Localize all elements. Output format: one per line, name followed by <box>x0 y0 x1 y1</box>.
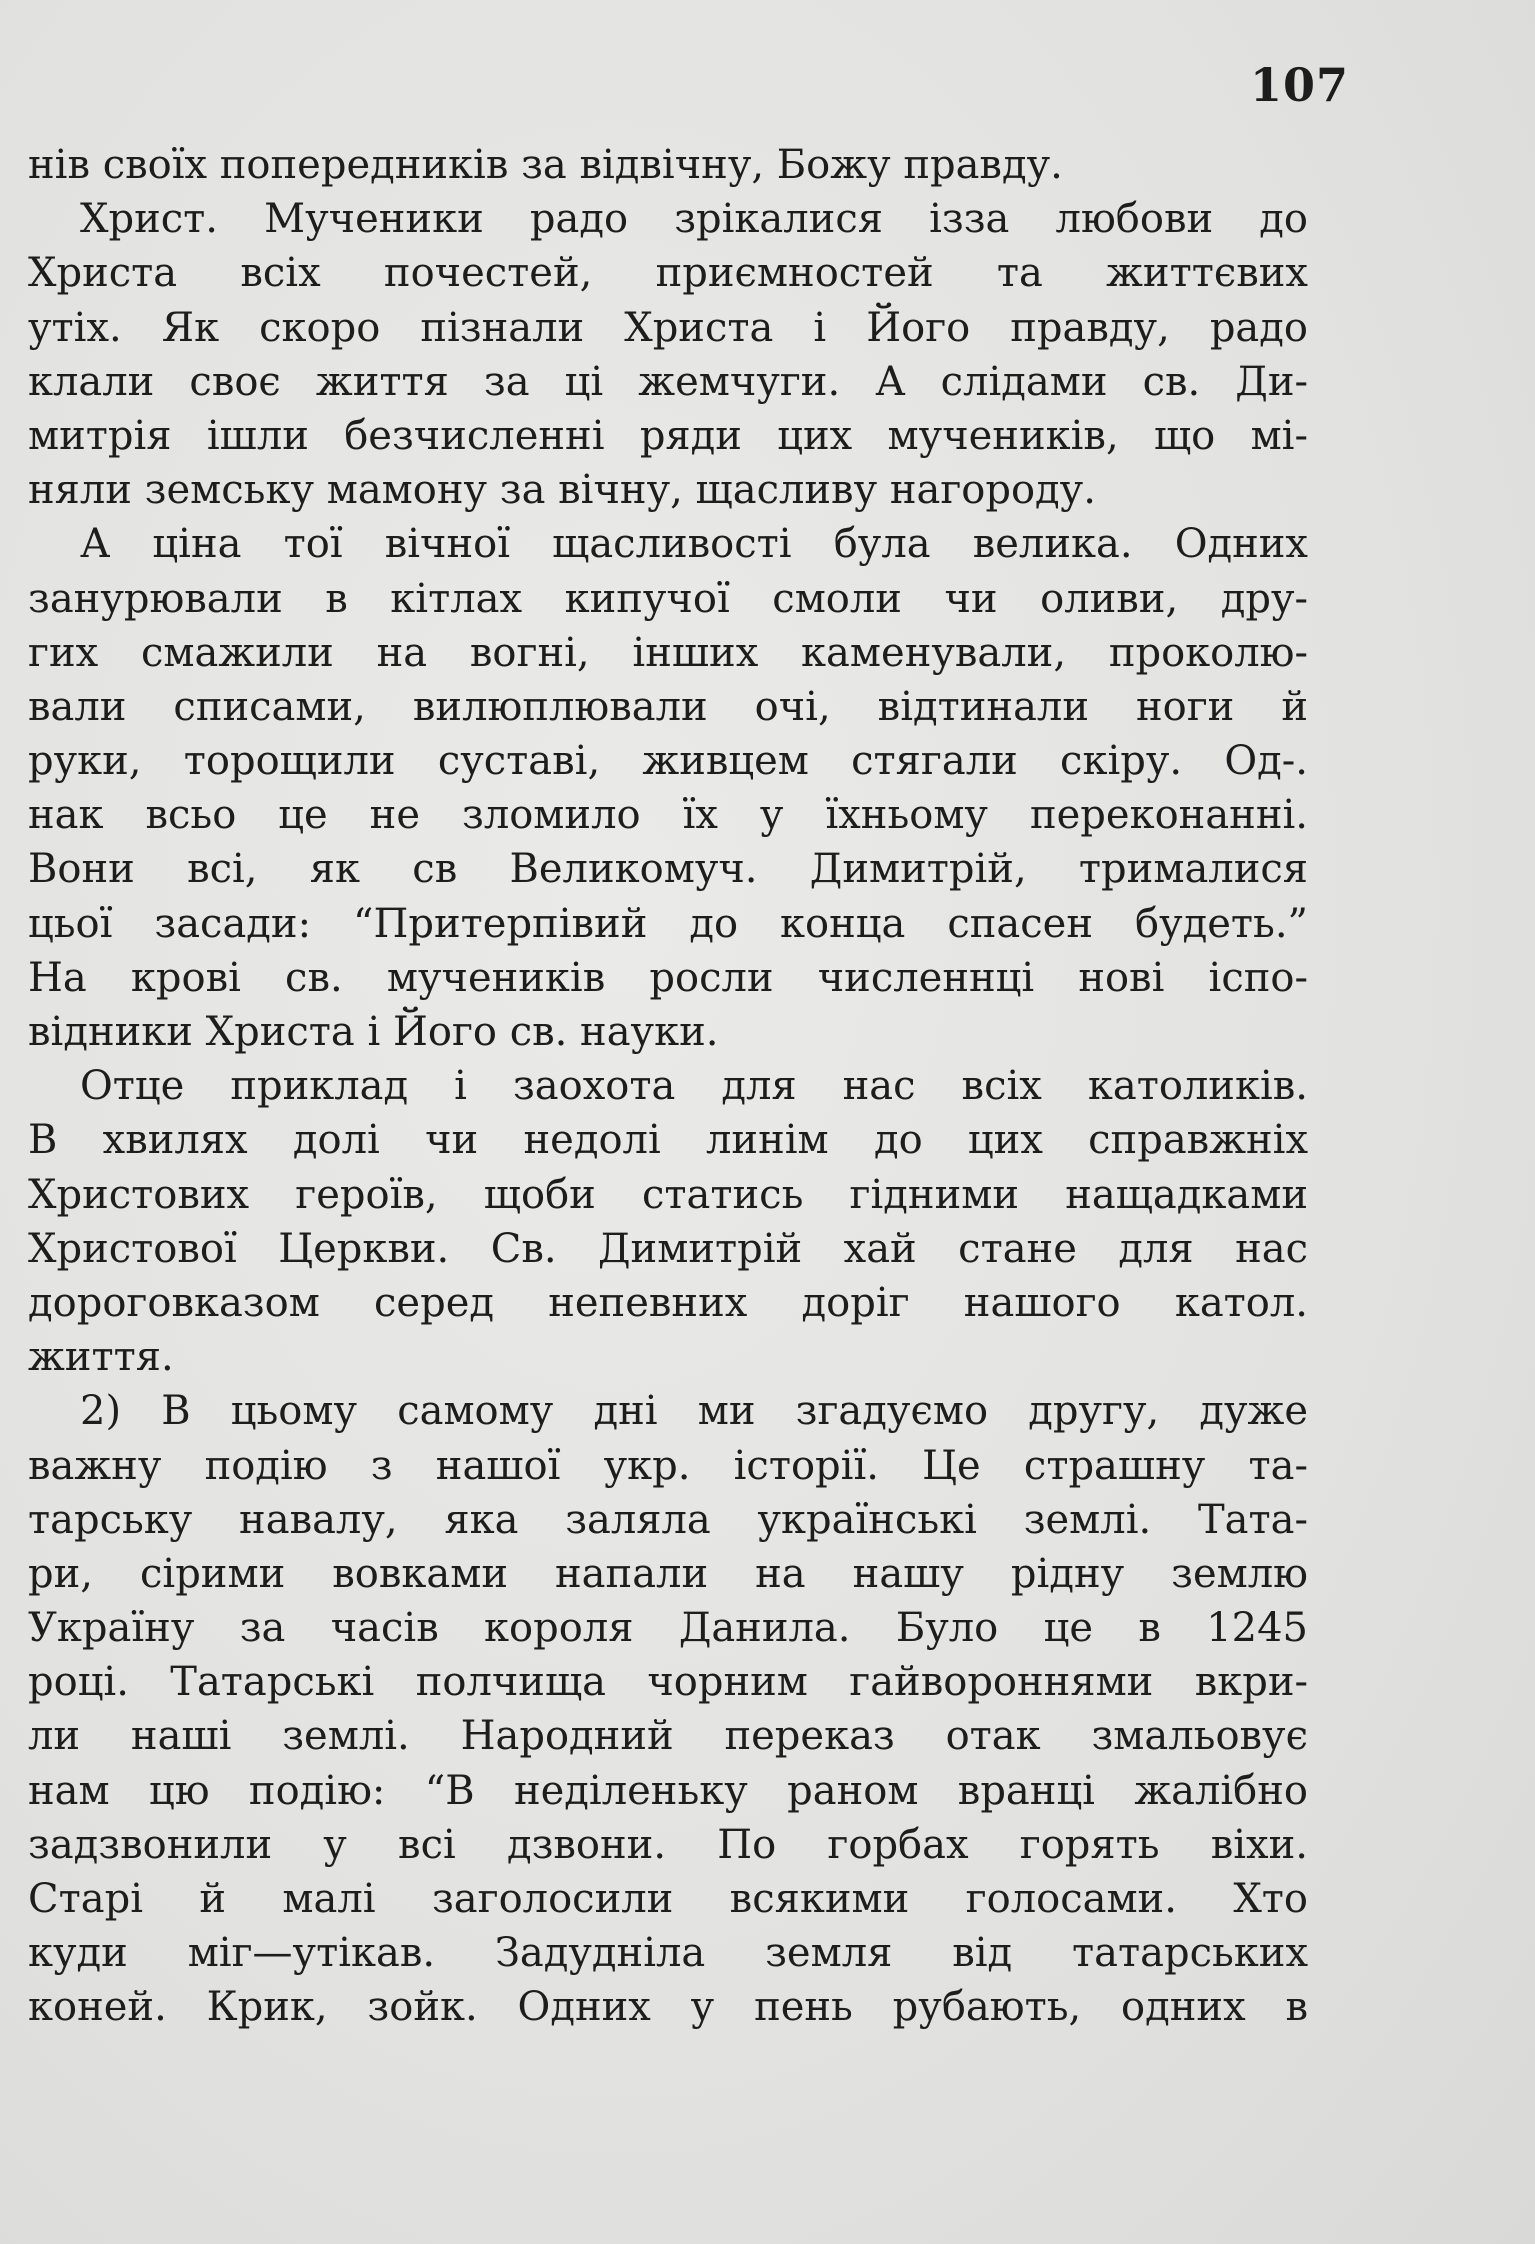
text-line: вали списами, вилюплювали очі, відтинали ноги й <box>28 683 1308 730</box>
text-line: 2) В цьому самому дні ми згадуємо другу, дуже <box>80 1388 1308 1435</box>
text-line: занурювали в кітлах кипучої смоли чи оливи, дру- <box>28 575 1308 622</box>
text-line: Христових героїв, щоби статись гідними нащадками <box>28 1171 1308 1218</box>
text-line: нів своїх попередників за відвічну, Божу правду. <box>28 142 1063 188</box>
text-line: ри, сірими вовками напали на нашу рідну землю <box>28 1550 1308 1597</box>
text-line: нак всьо це не зломило їх у їхньому переконанні. <box>28 792 1308 839</box>
text-line: Отце приклад і заохота для нас всіх католиків. <box>80 1063 1308 1110</box>
text-line: Старі й малі заголосили всякими голосами. Хто <box>28 1876 1308 1922</box>
text-line: відники Христа і Його св. науки. <box>28 1009 719 1055</box>
text-line: задзвонили у всі дзвони. По горбах горять віхи. <box>28 1821 1308 1868</box>
text-line: тарську навалу, яка заляла українські землі. Тата- <box>28 1496 1308 1543</box>
text-line: няли земську мамону за вічну, щасливу нагороду. <box>28 467 1096 514</box>
text-line: Вони всі, як св Великомуч. Димитрій, трималися <box>28 846 1308 893</box>
text-line: Україну за часів короля Данила. Було це в 1245 <box>28 1605 1308 1652</box>
text-line: Христ. Мученики радо зрікалися іззa любови до <box>80 196 1308 243</box>
text-line: нам цю подію: “В неділеньку раном вранці жалібно <box>28 1767 1308 1814</box>
text-line: важну подію з нашої укр. історії. Це страшну та- <box>28 1442 1308 1489</box>
text-line: ли наші землі. Народний переказ отак змальовує <box>28 1713 1308 1760</box>
page-number: 107 <box>1250 58 1350 112</box>
text-line: дороговказом серед непевних доріг нашого катол. <box>28 1279 1308 1326</box>
text-line: руки, торощили суставі, живцем стягали скіру. Од-. <box>28 738 1308 785</box>
text-line: гих смажили на вогні, інших каменували, проколю- <box>28 629 1308 676</box>
text-line: утіх. Як скоро пізнали Христа і Його правду, радо <box>28 304 1308 351</box>
body-text <box>28 138 1308 2035</box>
text-line: цьої засади: “Притерпівий до конца спасен будеть.” <box>28 900 1308 947</box>
text-line: році. Татарські полчища чорним гайвороннями вкри- <box>28 1659 1308 1706</box>
text-line: куди міг—утікав. Задудніла земля від татарських <box>28 1930 1308 1977</box>
text-line: Христа всіх почестей, приємностей та життєвих <box>28 250 1308 297</box>
text-line: коней. Крик, зойк. Одних у пень рубають, одних в <box>28 1984 1308 2031</box>
text-line: Христової Церкви. Св. Димитрій хай стане для нас <box>28 1225 1308 1272</box>
text-line: митрія ішли безчисленні ряди цих мучеників, що мі- <box>28 412 1308 459</box>
text-line: В хвилях долі чи недолі линім до цих справжніх <box>28 1117 1308 1164</box>
text-line: А ціна тої вічної щасливості була велика. Одних <box>80 521 1308 568</box>
text-line: клали своє життя за ці жемчуги. А слідами св. Ди- <box>28 358 1308 405</box>
text-line: На крові св. мучеників росли численнці нові іспо- <box>28 954 1308 1001</box>
text-line: життя. <box>28 1334 174 1381</box>
